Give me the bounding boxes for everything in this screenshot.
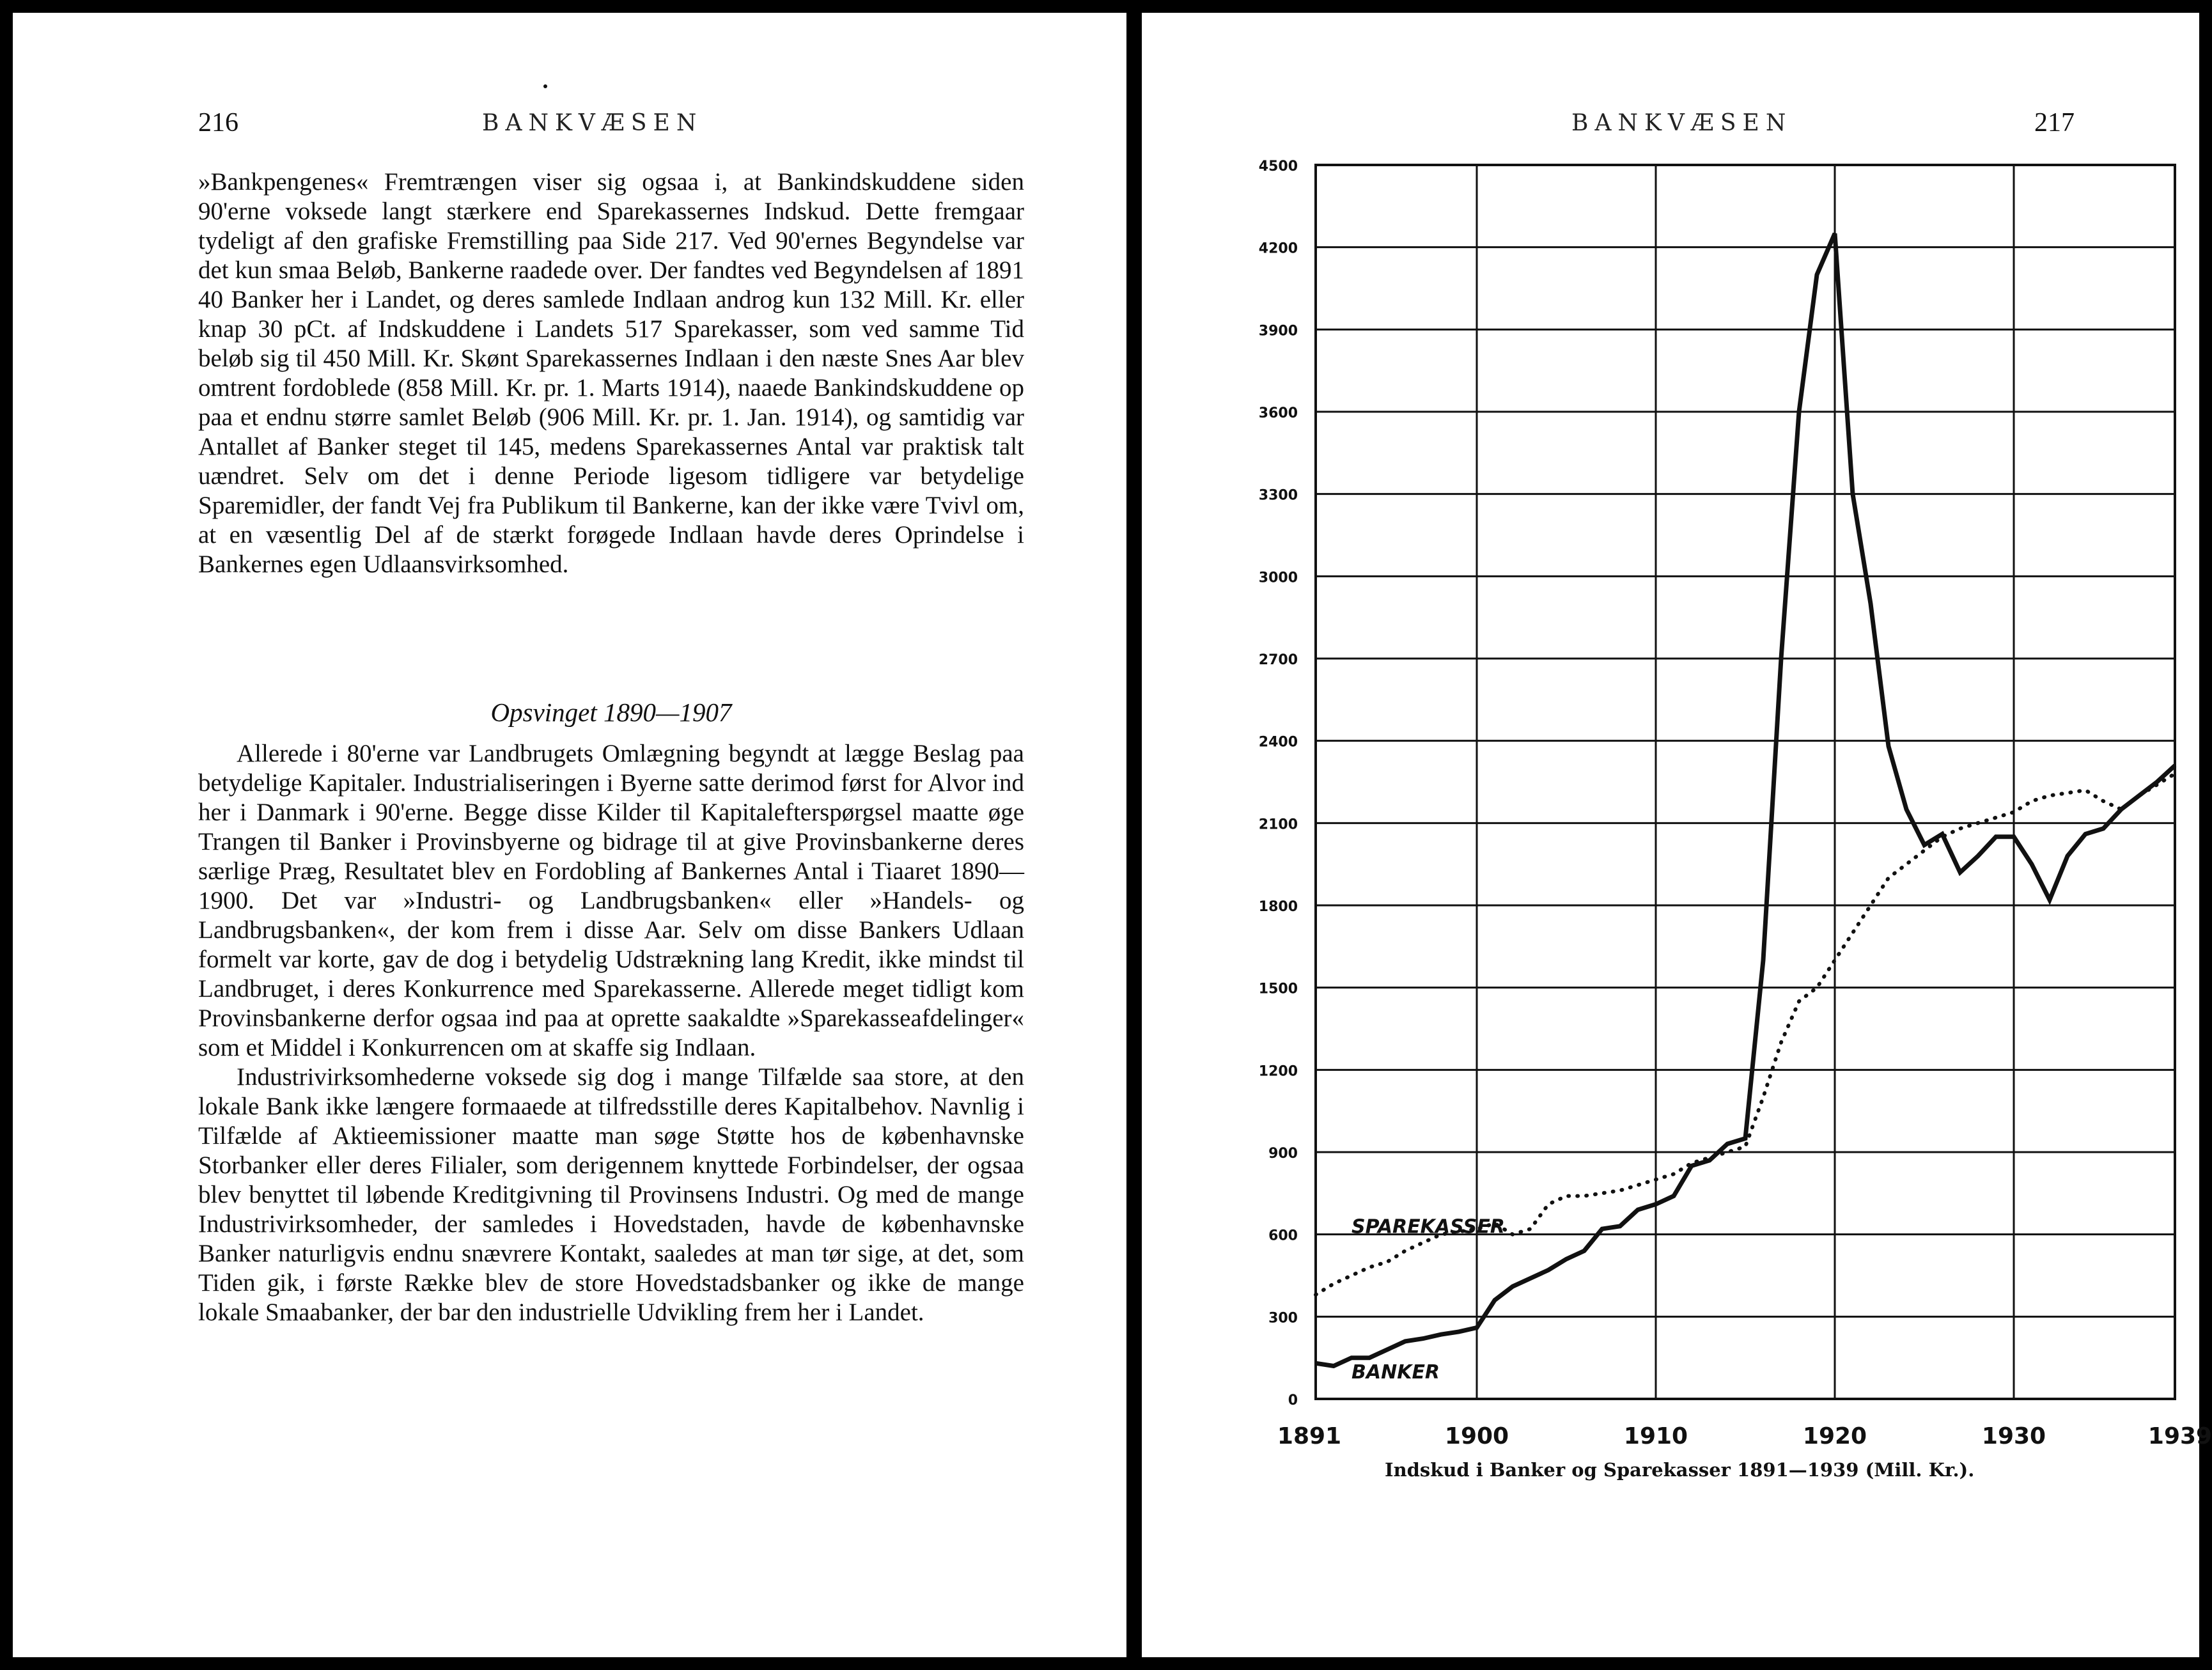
x-tick-label: 1900 [1444,1423,1509,1449]
right-page [1142,13,2212,1657]
series-label: SPAREKASSER [1351,1215,1505,1238]
paragraph-opsvinget [198,739,1024,1327]
series-label: BANKER [1351,1361,1440,1384]
x-tick-label: 1939 [2147,1423,2212,1449]
chart-caption: Indskud i Banker og Sparekasser 1891—1939 (Mill. Kr.). [1385,1459,1975,1481]
paragraph-text: Industrivirksomhederne voksede sig dog i mange Tilfælde saa store, at den lokale Bank ikke længere formaaede at tilfredsstille deres Kapitalbehov. Navnlig i Tilfælde af Aktieemissioner maatte man søge Støtte hos de københavnske Storbanker eller deres Filialer, som derigennem knyttede Forbindelser, der ogsaa blev benyttet til løbende Kreditgivning til Provinsens Industri. Og med de mange Industrivirksomheder, der samledes i Hovedstaden, havde de københavnske Banker naturligvis endnu snævrere Kontakt, saaledes at man tør sige, at det, som Tiden gik, i første Række blev de store Hovedstadsbanker og ikke de mange lokale Smaabanker, der bar den industrielle Udvikling frem her i Landet. [198,1063,1024,1326]
y-tick-label: 300 [1268,1310,1298,1327]
plot-frame [1316,165,2175,1399]
x-tick-label: 1930 [1981,1423,2046,1449]
page-number: 217 [2034,108,2075,137]
margin-mark [543,84,547,88]
chart-grid [1316,165,2175,1399]
section-title: Opsvinget 1890—1907 [490,698,732,727]
y-tick-label: 4500 [1258,159,1298,175]
series-line-banker [1316,233,2175,1366]
y-tick-label: 1200 [1258,1063,1298,1080]
x-tick-label: 1891 [1277,1423,1342,1449]
left-page [13,13,1126,1657]
y-tick-label: 2100 [1258,816,1298,833]
x-tick-label: 1910 [1623,1423,1688,1449]
chart-axes [1259,159,2212,1449]
paragraph-text: Allerede i 80'erne var Landbrugets Omlægning begyndt at lægge Beslag paa betydelige Kapitaler. Industrialiseringen i Byerne satte derimod først for Alvor ind her i Danmark i 90'erne. Begge disse Kilder til Kapitalefterspørgsel maatte øge Trangen til Banker i Provinsbyerne og bidrage til at give Provinsbankerne deres særlige Præg, Resultatet blev en Fordobling af Bankernes Antal i Tiaaret 1890—1900. Det var »Industri- og Landbrugsbanken« eller »Handels- og Landbrugsbanken«, der kom frem i disse Aar. Selv om disse Bankers Udlaan formelt var korte, gav de dog i betydelig Udstrækning lang Kredit, ikke mindst til Landbruget, i deres Konkurrence med Sparekasserne. Allerede meget tidligt kom Provinsbankerne derfor ogsaa ind paa at oprette saakaldte »Sparekasseafdelinger« som et Middel i Konkurrencen om at skaffe sig Indlaan. [198,740,1024,1061]
line-chart [1142,13,2212,1657]
paragraph-text: »Bankpengenes« Fremtrængen viser sig ogsaa i, at Bankindskuddene siden 90'erne voksede langt stærkere end Sparekassernes Indskud. Dette fremgaar tydeligt af den grafiske Fremstilling paa Side 217. Ved 90'ernes Begyndelse var det kun smaa Beløb, Bankerne raadede over. Der fandtes ved Begyndelsen af 1891 40 Banker her i Landet, og deres samlede Indlaan androg kun 132 Mill. Kr. eller knap 30 pCt. af Indskuddene i Landets 517 Sparekasser, som ved samme Tid beløb sig til 450 Mill. Kr. Skønt Sparekassernes Indlaan i den næste Snes Aar blev omtrent fordoblede (858 Mill. Kr. pr. 1. Marts 1914), naaede Bankindskuddene op paa et endnu større samlet Beløb (906 Mill. Kr. pr. 1. Jan. 1914), og samtidig var Antallet af Banker steget til 145, medens Sparekassernes Antal var praktisk talt uændret. Selv om det i denne Periode ligesom tidligere var betydelige Sparemidler, der fandt Vej fra Publikum til Bankerne, kan der ikke være Tvivl om, at en væsentlig Del af de stærkt forøgede Indlaan havde deres Oprindelse i Bankernes egen Udlaansvirksomhed. [198,168,1024,578]
running-head: BANKVÆSEN [482,110,703,136]
running-head: BANKVÆSEN [1571,110,1793,136]
y-tick-label: 600 [1268,1228,1298,1244]
y-tick-label: 4200 [1258,240,1298,257]
y-tick-label: 1800 [1258,899,1298,915]
x-tick-label: 1920 [1802,1423,1867,1449]
y-tick-label: 2400 [1258,734,1298,751]
y-tick-label: 0 [1288,1393,1298,1409]
y-tick-label: 3900 [1258,323,1298,339]
paragraph-intro [198,168,1024,579]
y-tick-label: 2700 [1258,652,1298,668]
y-tick-label: 1500 [1258,981,1298,997]
chart-series [1316,233,2176,1366]
y-tick-label: 3300 [1258,487,1298,504]
y-tick-label: 900 [1268,1146,1298,1162]
page-number: 216 [198,108,238,137]
y-tick-label: 3600 [1258,405,1298,421]
y-tick-label: 3000 [1258,570,1298,586]
